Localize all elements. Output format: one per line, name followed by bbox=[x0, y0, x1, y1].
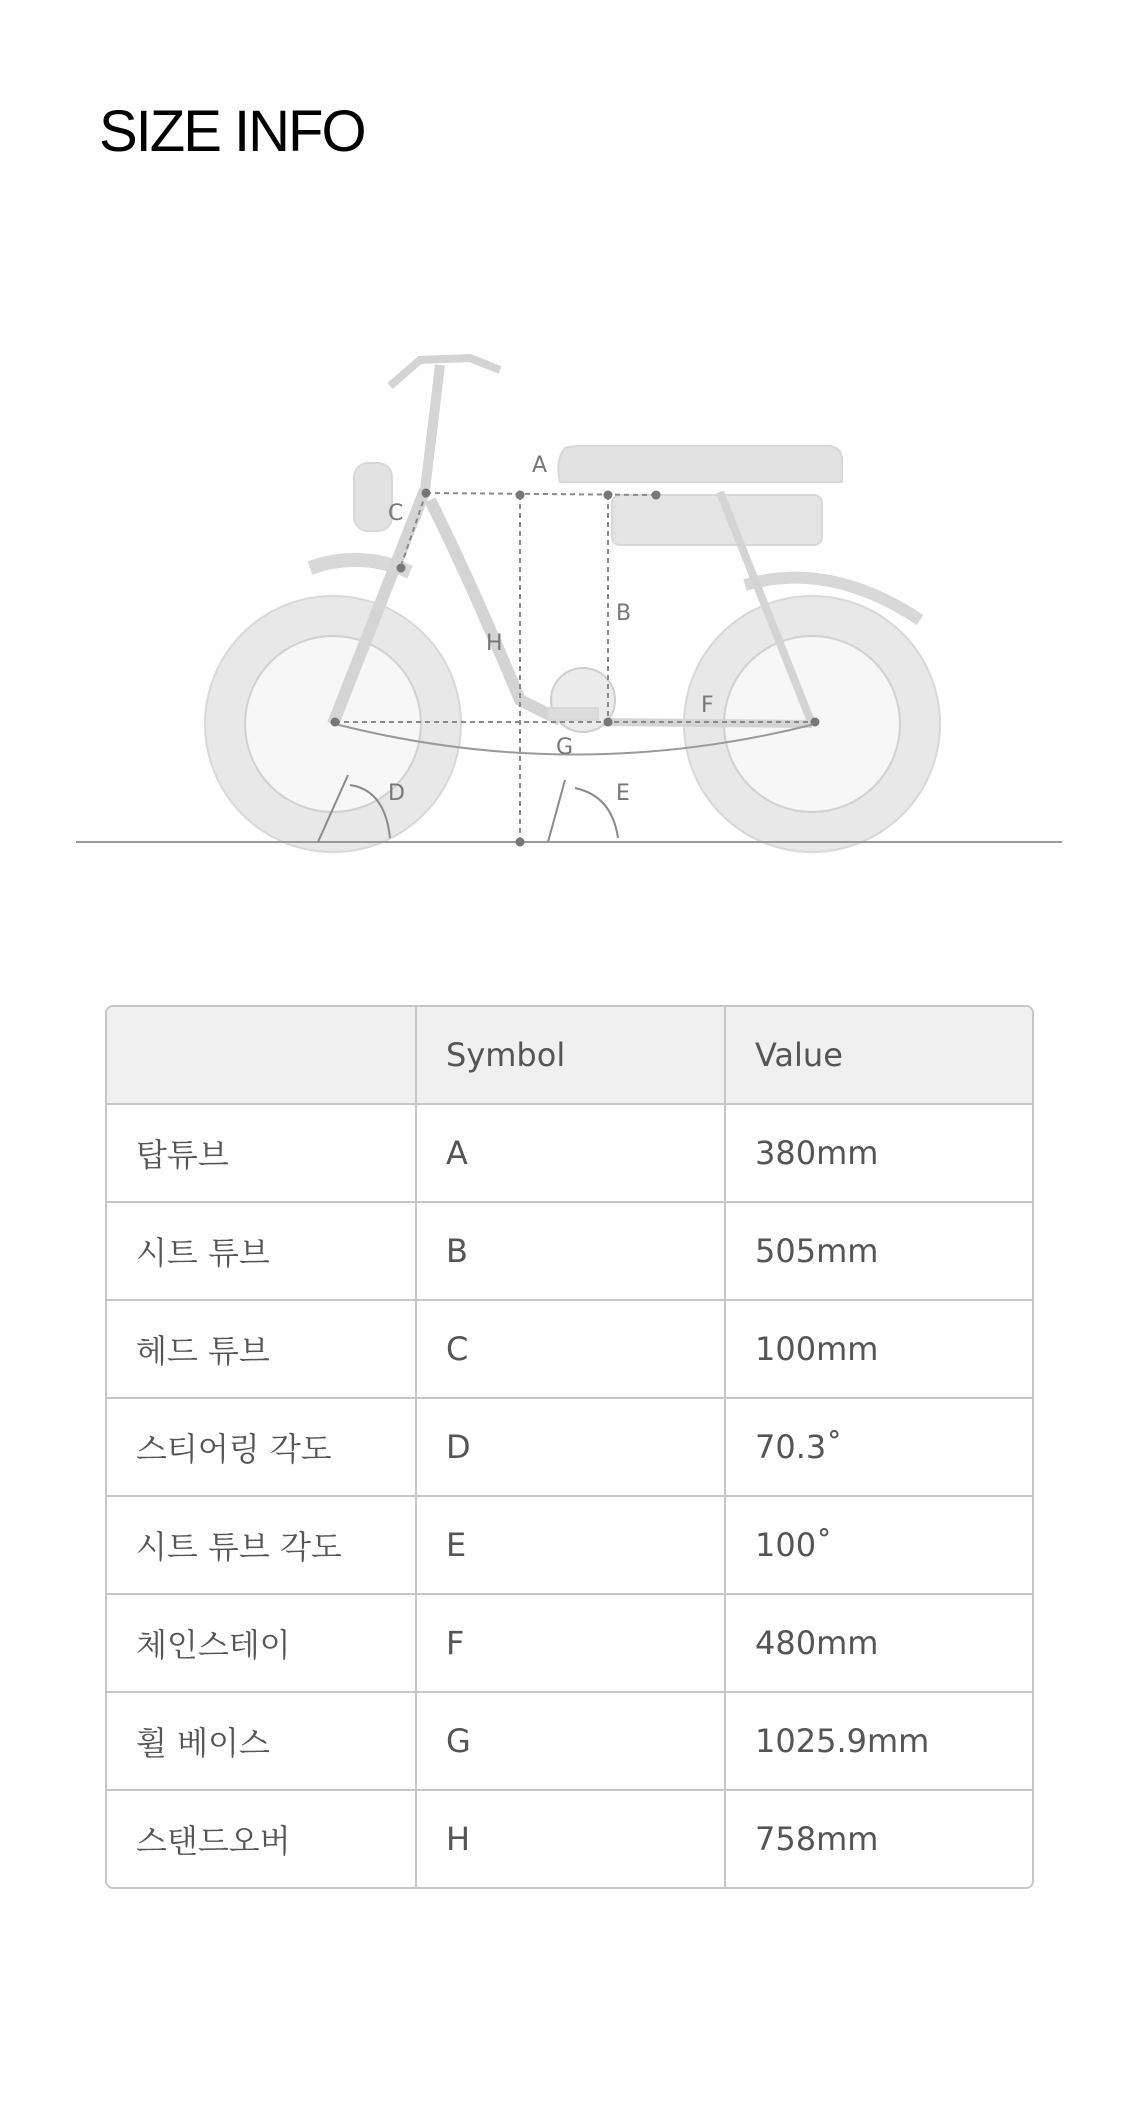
row-value: 758mm bbox=[725, 1790, 1032, 1887]
bike-diagram-svg bbox=[0, 320, 1140, 860]
row-symbol: G bbox=[416, 1692, 725, 1790]
table-row bbox=[107, 1398, 1032, 1496]
row-symbol: B bbox=[416, 1202, 725, 1300]
battery bbox=[612, 495, 822, 545]
label-c: C bbox=[388, 501, 404, 526]
table-row bbox=[107, 1202, 1032, 1300]
row-symbol: D bbox=[416, 1398, 725, 1496]
row-name: 탑튜브 bbox=[107, 1104, 416, 1202]
row-name: 시트 튜브 각도 bbox=[107, 1496, 416, 1594]
table-row bbox=[107, 1496, 1032, 1594]
row-name: 헤드 튜브 bbox=[107, 1300, 416, 1398]
row-name: 스탠드오버 bbox=[107, 1790, 416, 1887]
table-header-row bbox=[107, 1007, 1032, 1104]
header-value: Value bbox=[725, 1007, 1032, 1104]
row-name: 시트 튜브 bbox=[107, 1202, 416, 1300]
bike-silhouette bbox=[205, 358, 940, 852]
table-row bbox=[107, 1300, 1032, 1398]
row-value: 380mm bbox=[725, 1104, 1032, 1202]
row-symbol: H bbox=[416, 1790, 725, 1887]
label-h: H bbox=[486, 631, 503, 656]
bike-size-diagram bbox=[0, 320, 1140, 860]
table-row bbox=[107, 1104, 1032, 1202]
row-value: 505mm bbox=[725, 1202, 1032, 1300]
header-symbol: Symbol bbox=[416, 1007, 725, 1104]
pedal bbox=[548, 708, 598, 720]
row-name: 스티어링 각도 bbox=[107, 1398, 416, 1496]
row-name: 휠 베이스 bbox=[107, 1692, 416, 1790]
row-value: 100mm bbox=[725, 1300, 1032, 1398]
headlight bbox=[354, 463, 392, 531]
table-row bbox=[107, 1594, 1032, 1692]
seat bbox=[558, 446, 842, 482]
row-value: 480mm bbox=[725, 1594, 1032, 1692]
row-symbol: E bbox=[416, 1496, 725, 1594]
label-a: A bbox=[532, 453, 548, 478]
row-symbol: F bbox=[416, 1594, 725, 1692]
row-name: 체인스테이 bbox=[107, 1594, 416, 1692]
label-f: F bbox=[701, 693, 714, 718]
row-symbol: A bbox=[416, 1104, 725, 1202]
table-row bbox=[107, 1692, 1032, 1790]
label-e: E bbox=[616, 781, 630, 806]
row-value: 70.3˚ bbox=[725, 1398, 1032, 1496]
row-value: 100˚ bbox=[725, 1496, 1032, 1594]
label-b: B bbox=[616, 601, 632, 626]
handlebar bbox=[390, 358, 500, 386]
row-value: 1025.9mm bbox=[725, 1692, 1032, 1790]
size-info-table bbox=[105, 1005, 1034, 1889]
stem bbox=[425, 365, 440, 490]
row-symbol: C bbox=[416, 1300, 725, 1398]
table-row bbox=[107, 1790, 1032, 1887]
header-name bbox=[107, 1007, 416, 1104]
page-title: SIZE INFO bbox=[99, 99, 365, 164]
label-d: D bbox=[388, 781, 405, 806]
label-g: G bbox=[556, 735, 574, 760]
